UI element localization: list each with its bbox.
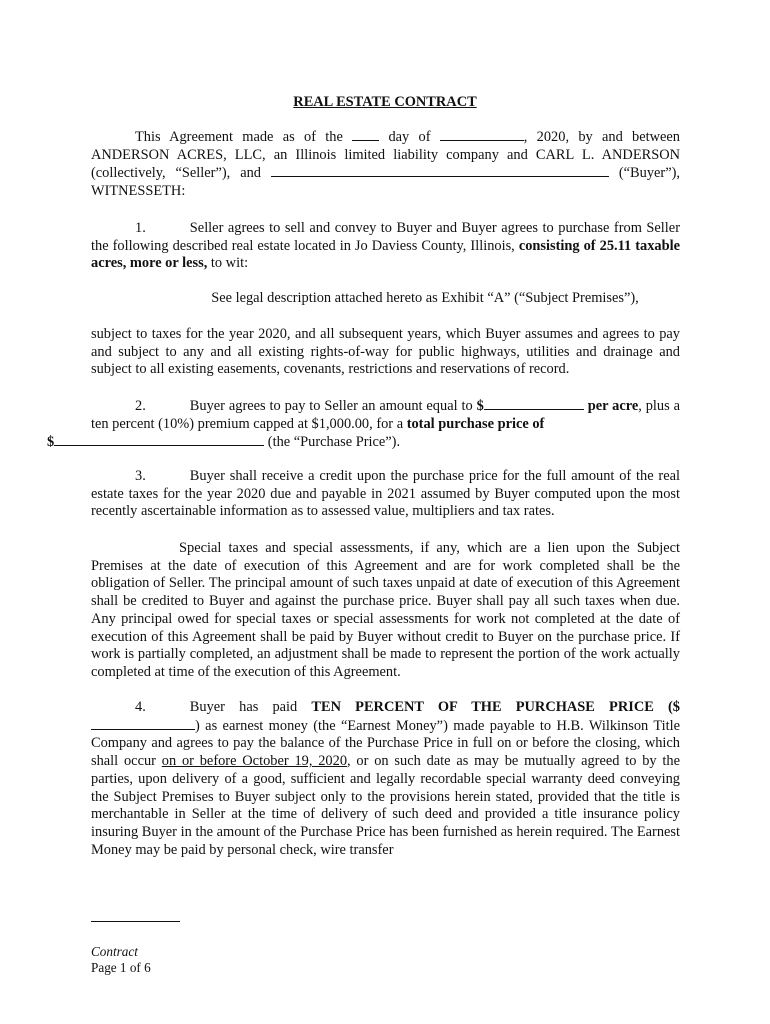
section-4-number: 4.	[135, 699, 146, 715]
section-4-text-b: ) as earnest money (the “Earnest Money”) made payable to H.B. Wilkinson Title Company and agrees to pay the balance of the Purchase Price in full on or before the closing, which shall occur	[91, 717, 680, 770]
section-1-number: 1.	[135, 220, 146, 236]
opening-paragraph	[91, 128, 680, 201]
section-4-text-a: Buyer has paid	[189, 699, 312, 715]
ten-percent-bold: TEN PERCENT OF THE PURCHASE PRICE	[311, 699, 654, 715]
page-number: Page 1 of 6	[91, 960, 151, 975]
section-1-tail: to wit:	[207, 255, 249, 272]
section-2-number: 2.	[135, 398, 146, 414]
legal-description-reference: See legal description attached hereto as Exhibit “A” (“Subject Premises”),	[211, 290, 639, 306]
per-acre-bold: per acre	[583, 398, 639, 414]
p1-text-d: (“Buyer”), WITNESSETH:	[91, 165, 680, 200]
document-title: REAL ESTATE CONTRACT	[293, 94, 477, 110]
per-acre-amount-blank	[484, 397, 584, 410]
section-2-paragraph	[47, 397, 680, 452]
section-4-paragraph	[91, 699, 680, 859]
section-4-text-c: , or on such date as may be mutually agreed to by the parties, upon delivery of a good, sufficient and legally recordable special warranty deed conveying the Subject Premises to Buyer subject only to the provisions herein stated, provided that the title is merchantable in Seller at the time of delivery of such deed and provided a title insurance policy insuring Buyer in the amount of the Purchase Price has been furnished as herein required. The Earnest Money may be paid by personal check, wire transfer	[91, 753, 680, 858]
subject-to-paragraph: subject to taxes for the year 2020, and all subsequent years, which Buyer assumes and agrees to pay and subject to any and all existing rights-of-way for public highways, utilities and drainage and subject to all existing easements, covenants, restrictions and reservations of record.	[91, 326, 680, 378]
earnest-amount-blank	[91, 717, 195, 730]
buyer-name-blank	[271, 164, 609, 177]
footer-label: Contract	[91, 944, 138, 959]
section-2-text-c: (the “Purchase Price”).	[264, 434, 401, 451]
month-blank	[440, 128, 524, 141]
earnest-dollar: ($	[668, 699, 681, 715]
section-3-text: Buyer shall receive a credit upon the purchase price for the full amount of the real estate taxes for the year 2020 due and payable in 2021 assumed by Buyer computed upon the most recently ascertainable information as to assessed value, multipliers and tax rates.	[91, 468, 680, 520]
dollar-sign: $	[476, 398, 484, 414]
total-price-blank	[54, 433, 264, 446]
section-1-paragraph	[91, 220, 680, 273]
footer-rule	[91, 921, 180, 922]
page-footer	[91, 944, 151, 976]
p1-text-b: day of	[379, 129, 440, 145]
dollar-sign-2: $	[47, 434, 55, 451]
section-3-paragraph	[91, 468, 680, 521]
total-price-bold: total purchase price of	[406, 415, 545, 432]
acreage-bold: consisting of 25.11 taxable acres, more or less,	[91, 237, 681, 272]
section-2-text-b: , plus a ten percent (10%) premium capped at $1,000.00, for a	[91, 398, 680, 432]
section-3-number: 3.	[135, 468, 146, 484]
section-2-text-a: Buyer agrees to pay to Seller an amount equal to	[189, 398, 477, 414]
special-taxes-paragraph: Special taxes and special assessments, if any, which are a lien upon the Subject Premises at the date of execution of this Agreement and are for work completed shall be the obligation of Seller. The principal amount of such taxes unpaid at date of execution of this Agreement shall be credited to Buyer and against the purchase price. Buyer shall pay all such taxes when due. Any principal owed for special taxes or special assessments for work not completed at the date of execution of this Agreement shall be paid by Buyer without credit to Buyer on the purchase price. If work is partially completed, an adjustment shall be made to represent the portion of the work actually completed at time of the execution of this Agreement.	[91, 540, 680, 680]
p1-text-c: , 2020, by and between ANDERSON ACRES, LLC, an Illinois limited liability company and CARL L. ANDERSON (collectively, “Seller”), and	[91, 129, 681, 182]
day-blank	[352, 128, 379, 141]
p1-text-a: This Agreement made as of the	[135, 129, 353, 145]
section-1-text: Seller agrees to sell and convey to Buyer and Buyer agrees to purchase from Seller the following described real estate located in Jo Daviess County, Illinois,	[91, 220, 680, 254]
closing-date-underlined: on or before October 19, 2020	[161, 753, 348, 770]
